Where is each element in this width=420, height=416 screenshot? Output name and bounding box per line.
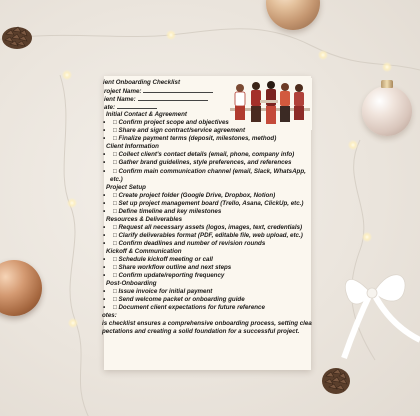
section-heading: Post-Onboarding	[106, 280, 157, 288]
checklist-item: • □ Create project folder (Google Drive, Dropbox, Notion)	[103, 191, 276, 199]
white-ribbon-bow	[330, 240, 420, 360]
checklist-item: • □ Confirm project scope and objectives	[103, 119, 229, 127]
checklist-item: • □ Collect client's contact details (email, phone, company info)	[103, 151, 295, 159]
section-heading: Resources & Deliverables	[106, 215, 183, 223]
section-heading: Client Information	[106, 143, 159, 151]
section-heading: Initial Contact & Agreement	[106, 111, 187, 119]
checklist-text	[104, 79, 311, 337]
notes-text: is checklist ensures a comprehensive onboarding process, setting clea	[102, 320, 312, 328]
ornament-cap	[381, 80, 393, 88]
field-date: ate:	[104, 103, 311, 111]
checklist-item: • □ Define timeline and key milestones	[103, 207, 222, 215]
checklist-title: ient Onboarding Checklist	[103, 79, 181, 86]
checklist-item: • □ Clarify deliverables format (PDF, editable file, web upload, etc.)	[103, 231, 303, 239]
checklist-item: • □ Confirm update/reporting frequency	[103, 272, 225, 280]
pine-cone-top-left	[0, 24, 34, 52]
checklist-item: • □ Request all necessary assets (logos, images, text, credentials)	[103, 223, 303, 231]
checklist-item-continued: etc.)	[110, 175, 123, 183]
field-project-name: roject Name:	[104, 87, 311, 95]
checklist-card	[104, 76, 311, 370]
checklist-item: • □ Schedule kickoff meeting or call	[103, 256, 213, 264]
pine-cone-bottom-right	[320, 366, 352, 396]
checklist-item: • □ Confirm main communication channel (email, Slack, WhatsApp,	[103, 167, 306, 175]
fairy-light-bulb	[67, 198, 77, 208]
checklist-item: • □ Finalize payment terms (deposit, milestones, method)	[103, 135, 277, 143]
fairy-light-bulb	[166, 30, 176, 40]
fairy-light-bulb	[318, 50, 328, 60]
fairy-light-bulb	[68, 318, 78, 328]
checklist-item: • □ Share and sign contract/service agreement	[103, 127, 246, 135]
checklist-item: • □ Confirm deadlines and number of revision rounds	[103, 239, 266, 247]
section-heading: Project Setup	[106, 183, 146, 191]
checklist-item: • □ Issue invoice for initial payment	[103, 288, 213, 296]
checklist-item: • □ Send welcome packet or onboarding guide	[103, 296, 245, 304]
pearl-ornament-right	[362, 86, 412, 136]
checklist-item: • □ Document client expectations for future reference	[103, 304, 265, 312]
fairy-light-bulb	[62, 70, 72, 80]
notes-text: pectations and creating a solid foundation for a successful project.	[102, 328, 300, 336]
checklist-item: • □ Share workflow outline and next steps	[103, 264, 232, 272]
checklist-item: • □ Set up project management board (Trello, Asana, ClickUp, etc.)	[103, 199, 304, 207]
fairy-light-bulb	[348, 140, 358, 150]
field-client-name: ient Name:	[104, 95, 311, 103]
notes-label: otes:	[102, 312, 117, 320]
checklist-item: • □ Gather brand guidelines, style preferences, and references	[103, 159, 292, 167]
section-heading: Kickoff & Communication	[106, 247, 182, 255]
fairy-light-bulb	[382, 62, 392, 72]
